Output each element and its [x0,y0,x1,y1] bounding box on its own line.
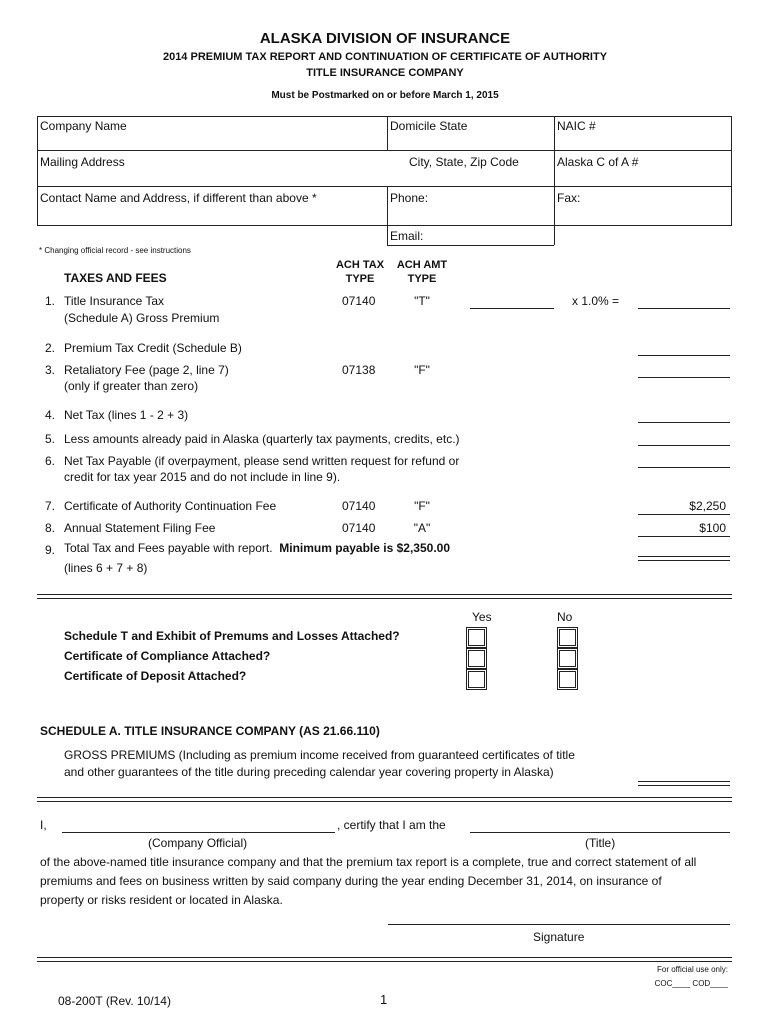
ach-tax-type-header: ACH TAX [335,259,385,271]
naic-field[interactable]: NAIC # [557,119,596,133]
page-title: ALASKA DIVISION OF INSURANCE [259,30,511,47]
compliance-no-checkbox[interactable] [557,648,578,669]
signature-input[interactable] [388,924,730,925]
contact-field[interactable]: Contact Name and Address, if different than above * [40,191,317,205]
row-5-label: Less amounts already paid in Alaska (quarterly tax payments, credits, etc.) [64,432,460,446]
mailing-address-field[interactable]: Mailing Address [40,155,125,169]
yes-column-header: Yes [472,610,492,624]
deposit-no-checkbox[interactable] [557,669,578,690]
schedule-t-yes-checkbox[interactable] [466,627,487,648]
row-1-number: 1. [45,294,56,308]
row-9-label: Total Tax and Fees payable with report. Minimum payable is $2,350.00 [64,541,450,555]
row-1-amount-input[interactable] [638,308,730,309]
row-6-amount-input[interactable] [638,467,730,468]
cert-i: I, [40,818,47,832]
coc-cod-fields: COC____ COD____ [654,979,728,988]
row-2-number: 2. [45,341,56,355]
row-9-number: 9. [45,543,56,557]
signature-label: Signature [533,930,585,944]
row-7-label: Certificate of Authority Continuation Fee [64,499,277,513]
phone-field[interactable]: Phone: [390,191,429,205]
row-8-amt-type: "A" [413,521,431,535]
deposit-yes-checkbox[interactable] [466,669,487,690]
section-divider [37,594,732,599]
footer-divider [37,957,732,962]
postmark-deadline: Must be Postmarked on or before March 1, 2015 [271,90,499,101]
fax-field[interactable]: Fax: [557,191,581,205]
row-7-ach-code: 07140 [342,499,376,513]
row-6-label-2: credit for tax year 2015 and do not include in line 9). [64,470,341,484]
company-type-subtitle: TITLE INSURANCE COMPANY [306,67,464,79]
row-3-amt-type: "F" [414,363,430,377]
row-3-number: 3. [45,363,56,377]
attachment-deposit: Certificate of Deposit Attached? [64,669,247,683]
row-1-label: Title Insurance Tax [64,294,165,308]
row-4-amount-input[interactable] [638,422,730,423]
compliance-yes-checkbox[interactable] [466,648,487,669]
row-8-label: Annual Statement Filing Fee [64,521,216,535]
alaska-coa-field[interactable]: Alaska C of A # [557,155,639,169]
row-4-label: Net Tax (lines 1 - 2 + 3) [64,408,189,422]
row-1-label-2: (Schedule A) Gross Premium [64,311,220,325]
title-label: (Title) [585,836,616,850]
schedule-t-no-checkbox[interactable] [557,627,578,648]
company-official-label: (Company Official) [148,836,248,850]
attachment-schedule-t: Schedule T and Exhibit of Premums and Losses Attached? [64,629,400,643]
row-1-rate: x 1.0% = [572,294,620,308]
row-3-label: Retaliatory Fee (page 2, line 7) [64,363,229,377]
domicile-state-field[interactable]: Domicile State [390,119,468,133]
ach-amt-type-header: ACH AMT [396,259,448,271]
page-number: 1 [380,992,388,1007]
row-9-label-2: (lines 6 + 7 + 8) [64,561,148,575]
company-official-input[interactable] [62,832,335,833]
minimum-payable: Minimum payable is $2,350.00 [279,541,450,555]
row-7-amount: $2,250 [689,499,726,513]
city-state-zip-field[interactable]: City, State, Zip Code [409,155,519,169]
row-3-amount-input[interactable] [638,377,730,378]
row-7-amt-type: "F" [414,499,430,513]
ach-tax-type-header-2: TYPE [345,273,375,285]
cert-paragraph-2: premiums and fees on business written by said company during the year ending December 31, 2014, on insurance of [40,874,662,888]
row-6-number: 6. [45,454,56,468]
row-2-amount-input[interactable] [638,355,730,356]
ach-amt-type-header-2: TYPE [407,273,437,285]
row-3-ach-code: 07138 [342,363,376,377]
cert-paragraph-3: property or risks resident or located in Alaska. [40,893,283,907]
attachment-compliance: Certificate of Compliance Attached? [64,649,271,663]
row-2-label: Premium Tax Credit (Schedule B) [64,341,242,355]
email-field[interactable]: Email: [390,229,424,243]
gross-premiums-input[interactable] [638,781,730,786]
form-number: 08-200T (Rev. 10/14) [58,994,171,1008]
report-subtitle: 2014 PREMIUM TAX REPORT AND CONTINUATION OF CERTIFICATE OF AUTHORITY [162,51,608,63]
row-3-label-2: (only if greater than zero) [64,379,199,393]
row-6-label: Net Tax Payable (if overpayment, please send written request for refund or [64,454,460,468]
row-9-total-input[interactable] [638,556,730,561]
title-input[interactable] [470,832,730,833]
row-4-number: 4. [45,408,56,422]
cert-certify: , certify that I am the [337,818,446,832]
row-1-premium-input[interactable] [470,308,554,309]
row-5-amount-input[interactable] [638,445,730,446]
row-7-number: 7. [45,499,56,513]
no-column-header: No [557,610,573,624]
row-1-ach-code: 07140 [342,294,376,308]
row-8-number: 8. [45,521,56,535]
section-divider-2 [37,797,732,802]
official-use-label: For official use only: [657,965,728,974]
schedule-a-text-2: and other guarantees of the title during preceding calendar year covering property in Alaska) [64,765,554,779]
company-name-field[interactable]: Company Name [40,119,127,133]
row-8-ach-code: 07140 [342,521,376,535]
taxes-heading: TAXES AND FEES [64,271,167,285]
row-8-amount: $100 [699,521,726,535]
schedule-a-heading: SCHEDULE A. TITLE INSURANCE COMPANY (AS 21.66.110) [40,724,380,738]
row-1-amt-type: "T" [414,294,430,308]
cert-paragraph-1: of the above-named title insurance company and that the premium tax report is a complete, true and correct statement of all [40,855,697,869]
footnote: * Changing official record - see instructions [39,246,191,255]
row-5-number: 5. [45,432,56,446]
schedule-a-text-1: GROSS PREMIUMS (Including as premium income received from guaranteed certificates of title [64,748,575,762]
